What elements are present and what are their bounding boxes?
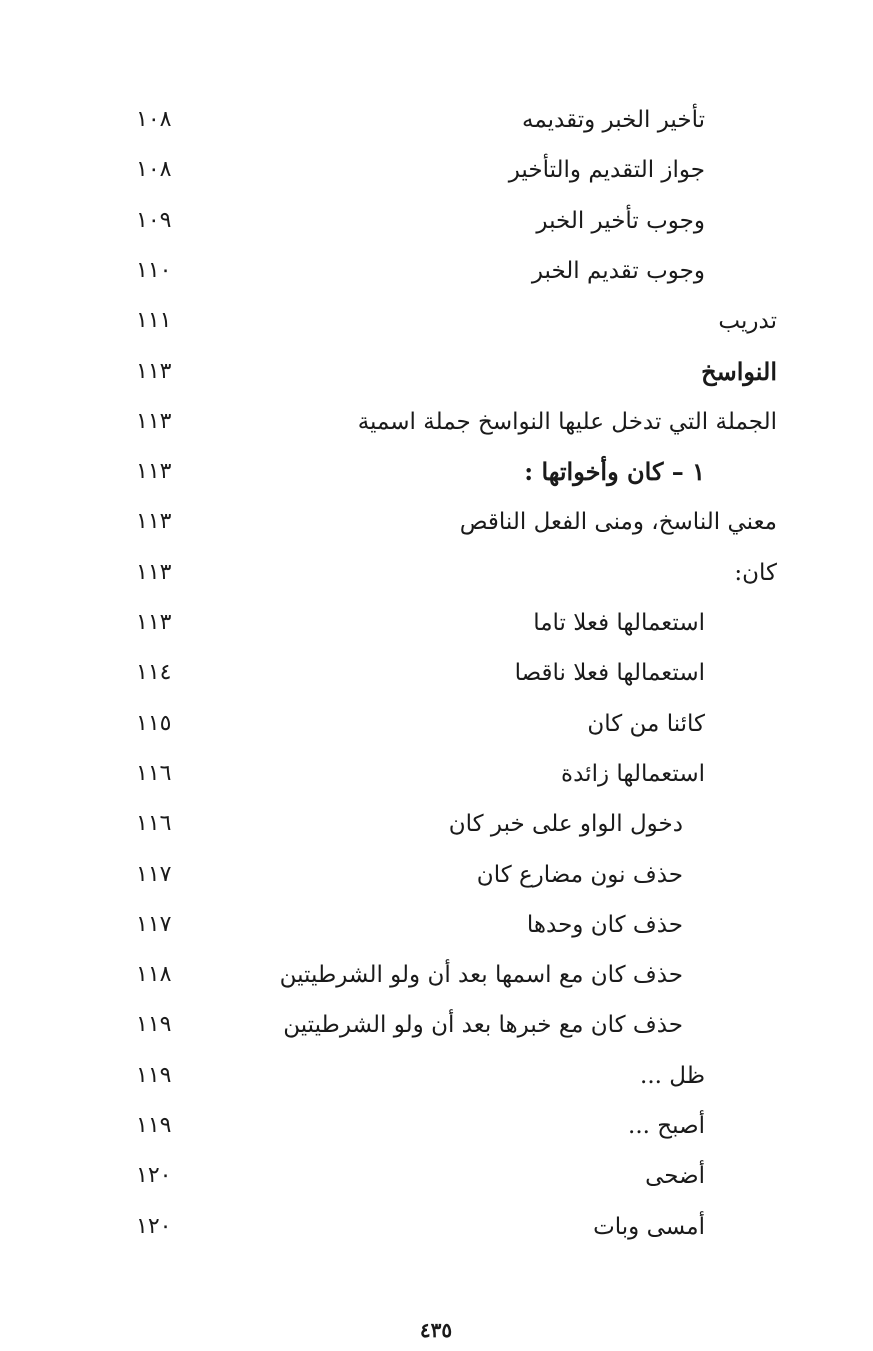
toc-entry <box>0 907 873 957</box>
toc-entry <box>0 555 873 605</box>
toc-entry <box>0 203 873 253</box>
toc-entry-title: كائنا من كان <box>587 710 705 737</box>
toc-entry <box>0 253 873 303</box>
toc-entry <box>0 806 873 856</box>
toc-entry-title: دخول الواو على خبر كان <box>448 811 683 838</box>
toc-entry-page: ١١٣ <box>136 459 172 485</box>
toc-entry-title: حذف كان مع اسمها بعد أن ولو الشرطيتين <box>279 962 683 989</box>
toc-entry-title: تدريب <box>718 308 777 335</box>
toc-entry-title: الجملة التي تدخل عليها النواسخ جملة اسمية <box>357 408 777 435</box>
toc-entry-title: استعمالها فعلا ناقصا <box>514 660 705 687</box>
toc-entry <box>0 404 873 454</box>
toc-entry-title: حذف نون مضارع كان <box>476 861 683 888</box>
toc-entry-title: استعمالها فعلا تاما <box>533 610 705 636</box>
toc-entry-title: حذف كان وحدها <box>526 911 683 938</box>
toc-entry-title: وجوب تقديم الخبر <box>531 257 705 284</box>
toc-entry <box>0 605 873 655</box>
toc-entry-title: تأخير الخبر وتقديمه <box>521 107 705 133</box>
toc-entry-title: ظل ... <box>640 1062 705 1089</box>
toc-entry <box>0 957 873 1007</box>
toc-entry <box>0 454 873 504</box>
toc-entry-page: ١٢٠ <box>136 1213 172 1239</box>
toc-entry-title: كان: <box>734 559 777 586</box>
toc-entry <box>0 706 873 756</box>
toc-entry-page: ١١٨ <box>136 962 172 988</box>
toc-entry-page: ١٢٠ <box>136 1163 172 1189</box>
toc-entry <box>0 152 873 202</box>
toc-entry-page: ١١٤ <box>136 660 172 686</box>
toc-entry-page: ١١١ <box>136 308 172 334</box>
toc-entry-page: ١١٣ <box>136 358 172 384</box>
toc-entry <box>0 102 873 152</box>
toc-entry <box>0 1158 873 1208</box>
toc-entry-page: ١١٩ <box>136 1113 172 1138</box>
toc-entry-page: ١٠٨ <box>136 157 172 183</box>
toc-entry <box>0 303 873 353</box>
toc-entry <box>0 504 873 554</box>
toc-entry-page: ١١٣ <box>136 509 172 535</box>
toc-entry <box>0 1007 873 1057</box>
toc-entry-title: جواز التقديم والتأخير <box>508 157 705 184</box>
toc-entry-page: ١١٦ <box>136 811 172 837</box>
toc-entry <box>0 354 873 404</box>
toc-entry-page: ١١٩ <box>136 1062 172 1088</box>
toc-entry <box>0 1108 873 1158</box>
toc-entry-page: ١١٧ <box>136 861 172 887</box>
toc-entry-title: أصبح ... <box>628 1113 705 1139</box>
toc-entry <box>0 1209 873 1259</box>
toc-entry-page: ١١٣ <box>136 559 172 585</box>
toc-entry-title: وجوب تأخير الخبر <box>536 207 705 234</box>
page-number: ٤٣٥ <box>419 1318 453 1342</box>
toc-entry-page: ١١٥ <box>136 710 172 736</box>
toc-entry <box>0 857 873 907</box>
toc-entry-page: ١١٣ <box>136 408 172 434</box>
toc-entry-page: ١٠٩ <box>136 207 172 233</box>
toc-entry-title: استعمالها زائدة <box>561 760 705 787</box>
toc-entry-title: أضحى <box>645 1163 705 1190</box>
toc-entry-page: ١١٣ <box>136 610 172 635</box>
toc-entry-page: ١١٦ <box>136 760 172 786</box>
toc-entry-title: معني الناسخ، ومنى الفعل الناقص <box>459 509 777 536</box>
toc-entry-page: ١١٠ <box>136 257 172 283</box>
toc-entry <box>0 655 873 705</box>
toc-entry-page: ١٠٨ <box>136 107 172 132</box>
toc-entry-title: أمسى وبات <box>593 1213 705 1240</box>
toc-entry-title: النواسخ <box>701 356 777 386</box>
toc-entry-title: حذف كان مع خبرها بعد أن ولو الشرطيتين <box>283 1012 683 1039</box>
toc-entry <box>0 756 873 806</box>
toc-entry-title: ١ – كان وأخواتها : <box>524 457 705 487</box>
toc-entry-page: ١١٩ <box>136 1012 172 1038</box>
toc-entry-page: ١١٧ <box>136 911 172 937</box>
toc-entry <box>0 1058 873 1108</box>
